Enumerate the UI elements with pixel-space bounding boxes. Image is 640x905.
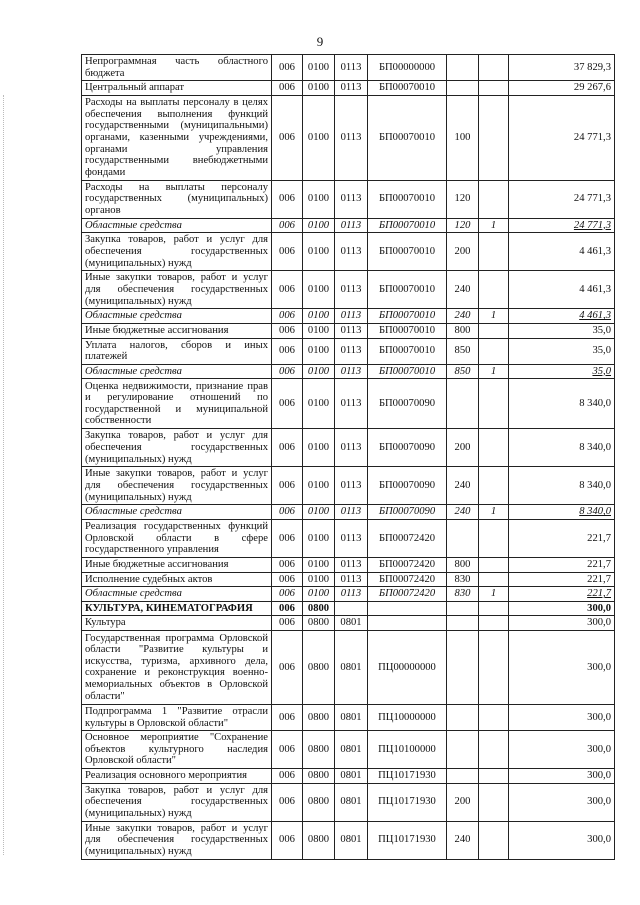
target-article-cell: БП00070090: [368, 429, 447, 467]
subsection-code-cell: 0113: [335, 557, 368, 572]
amount-cell: 24 771,3: [509, 218, 615, 233]
expense-type-cell: [447, 704, 479, 730]
row-name-cell: Центральный аппарат: [82, 81, 272, 96]
section-code-cell: 0100: [303, 218, 335, 233]
subsection-code-cell: 0113: [335, 572, 368, 587]
table-row: [82, 505, 615, 520]
section-code-cell: 0100: [303, 429, 335, 467]
funding-source-cell: [479, 769, 509, 784]
expense-type-cell: [447, 379, 479, 429]
expense-type-cell: [447, 769, 479, 784]
amount-cell: 24 771,3: [509, 180, 615, 218]
table-row: [82, 704, 615, 730]
table-row: [82, 783, 615, 821]
row-name-cell: Иные закупки товаров, работ и услуг для обеспечения государственных (муниципальных) нужд: [82, 271, 272, 309]
row-name-cell: Уплата налогов, сборов и иных платежей: [82, 338, 272, 364]
expense-type-cell: [447, 55, 479, 81]
section-code-cell: 0800: [303, 704, 335, 730]
ministry-code-cell: 006: [272, 505, 303, 520]
expense-type-cell: 200: [447, 783, 479, 821]
row-name-cell: Реализация основного мероприятия: [82, 769, 272, 784]
funding-source-cell: 1: [479, 218, 509, 233]
ministry-code-cell: 006: [272, 601, 303, 616]
expense-type-cell: [447, 81, 479, 96]
funding-source-cell: [479, 572, 509, 587]
funding-source-cell: [479, 271, 509, 309]
section-code-cell: 0100: [303, 271, 335, 309]
section-code-cell: 0100: [303, 587, 335, 602]
row-name-cell: Расходы на выплаты персоналу в целях обеспечения выполнения функций государственными (муниципальными) органами, казенными учреждениями, органами управления государственными внебюджетными фондами: [82, 95, 272, 180]
table-row: [82, 731, 615, 769]
table-row: [82, 572, 615, 587]
funding-source-cell: [479, 338, 509, 364]
section-code-cell: 0800: [303, 731, 335, 769]
table-row: [82, 519, 615, 557]
target-article-cell: БП00070010: [368, 180, 447, 218]
subsection-code-cell: 0113: [335, 467, 368, 505]
target-article-cell: БП00070010: [368, 95, 447, 180]
table-row: [82, 769, 615, 784]
ministry-code-cell: 006: [272, 519, 303, 557]
section-code-cell: 0800: [303, 821, 335, 859]
target-article-cell: БП00070010: [368, 323, 447, 338]
amount-cell: 300,0: [509, 731, 615, 769]
row-name-cell: Расходы на выплаты персоналу государственных (муниципальных) органов: [82, 180, 272, 218]
amount-cell: 221,7: [509, 572, 615, 587]
table-row: [82, 616, 615, 631]
section-code-cell: 0800: [303, 769, 335, 784]
table-row: [82, 309, 615, 324]
expense-type-cell: 200: [447, 429, 479, 467]
funding-source-cell: [479, 783, 509, 821]
ministry-code-cell: 006: [272, 704, 303, 730]
budget-table-body: [82, 55, 615, 860]
row-name-cell: КУЛЬТУРА, КИНЕМАТОГРАФИЯ: [82, 601, 272, 616]
row-name-cell: Иные бюджетные ассигнования: [82, 323, 272, 338]
section-code-cell: 0100: [303, 572, 335, 587]
table-row: [82, 338, 615, 364]
expense-type-cell: 850: [447, 364, 479, 379]
subsection-code-cell: 0113: [335, 519, 368, 557]
target-article-cell: ПЦ00000000: [368, 630, 447, 704]
ministry-code-cell: 006: [272, 379, 303, 429]
section-code-cell: 0100: [303, 467, 335, 505]
target-article-cell: БП00000000: [368, 55, 447, 81]
row-name-cell: Подпрограмма 1 "Развитие отрасли культуры в Орловской области": [82, 704, 272, 730]
funding-source-cell: 1: [479, 309, 509, 324]
table-row: [82, 630, 615, 704]
section-code-cell: 0800: [303, 630, 335, 704]
ministry-code-cell: 006: [272, 467, 303, 505]
subsection-code-cell: 0113: [335, 81, 368, 96]
ministry-code-cell: 006: [272, 338, 303, 364]
row-name-cell: Областные средства: [82, 364, 272, 379]
expense-type-cell: 240: [447, 309, 479, 324]
table-row: [82, 379, 615, 429]
subsection-code-cell: 0113: [335, 218, 368, 233]
funding-source-cell: [479, 601, 509, 616]
section-code-cell: 0800: [303, 601, 335, 616]
table-row: [82, 271, 615, 309]
table-row: [82, 233, 615, 271]
scan-edge-line: [3, 95, 4, 855]
subsection-code-cell: 0801: [335, 769, 368, 784]
row-name-cell: Исполнение судебных актов: [82, 572, 272, 587]
expense-type-cell: 120: [447, 218, 479, 233]
amount-cell: 221,7: [509, 557, 615, 572]
amount-cell: 300,0: [509, 783, 615, 821]
target-article-cell: [368, 601, 447, 616]
expense-type-cell: [447, 616, 479, 631]
target-article-cell: ПЦ10171930: [368, 821, 447, 859]
subsection-code-cell: 0801: [335, 630, 368, 704]
row-name-cell: Иные закупки товаров, работ и услуг для обеспечения государственных (муниципальных) нужд: [82, 467, 272, 505]
table-row: [82, 429, 615, 467]
ministry-code-cell: 006: [272, 572, 303, 587]
subsection-code-cell: 0113: [335, 338, 368, 364]
expense-type-cell: 200: [447, 233, 479, 271]
section-code-cell: 0100: [303, 364, 335, 379]
subsection-code-cell: 0113: [335, 429, 368, 467]
target-article-cell: БП00072420: [368, 587, 447, 602]
table-row: [82, 821, 615, 859]
funding-source-cell: [479, 233, 509, 271]
expense-type-cell: 830: [447, 587, 479, 602]
row-name-cell: Иные закупки товаров, работ и услуг для обеспечения государственных (муниципальных) нужд: [82, 821, 272, 859]
ministry-code-cell: 006: [272, 783, 303, 821]
row-name-cell: Областные средства: [82, 218, 272, 233]
amount-cell: 300,0: [509, 821, 615, 859]
section-code-cell: 0800: [303, 783, 335, 821]
subsection-code-cell: 0113: [335, 323, 368, 338]
target-article-cell: БП00070010: [368, 218, 447, 233]
amount-cell: 29 267,6: [509, 81, 615, 96]
subsection-code-cell: 0801: [335, 616, 368, 631]
ministry-code-cell: 006: [272, 95, 303, 180]
row-name-cell: Оценка недвижимости, признание прав и регулирование отношений по государственной и муниципальной собственности: [82, 379, 272, 429]
funding-source-cell: [479, 95, 509, 180]
subsection-code-cell: 0113: [335, 364, 368, 379]
ministry-code-cell: 006: [272, 180, 303, 218]
expense-type-cell: 240: [447, 505, 479, 520]
subsection-code-cell: 0113: [335, 233, 368, 271]
table-row: [82, 601, 615, 616]
target-article-cell: БП00070010: [368, 81, 447, 96]
row-name-cell: Закупка товаров, работ и услуг для обеспечения государственных (муниципальных) нужд: [82, 429, 272, 467]
funding-source-cell: [479, 519, 509, 557]
subsection-code-cell: 0113: [335, 505, 368, 520]
table-row: [82, 81, 615, 96]
expense-type-cell: 850: [447, 338, 479, 364]
expense-type-cell: 240: [447, 467, 479, 505]
expense-type-cell: 240: [447, 271, 479, 309]
row-name-cell: Областные средства: [82, 587, 272, 602]
row-name-cell: Реализация государственных функций Орловской области в сфере государственного управления: [82, 519, 272, 557]
section-code-cell: 0100: [303, 81, 335, 96]
amount-cell: 300,0: [509, 630, 615, 704]
table-row: [82, 364, 615, 379]
ministry-code-cell: 006: [272, 218, 303, 233]
funding-source-cell: [479, 323, 509, 338]
row-name-cell: Закупка товаров, работ и услуг для обеспечения государственных (муниципальных) нужд: [82, 233, 272, 271]
section-code-cell: 0100: [303, 519, 335, 557]
funding-source-cell: [479, 55, 509, 81]
subsection-code-cell: 0113: [335, 55, 368, 81]
target-article-cell: БП00070010: [368, 309, 447, 324]
funding-source-cell: 1: [479, 505, 509, 520]
expense-type-cell: 800: [447, 323, 479, 338]
ministry-code-cell: 006: [272, 630, 303, 704]
amount-cell: 300,0: [509, 704, 615, 730]
section-code-cell: 0100: [303, 505, 335, 520]
expense-type-cell: 240: [447, 821, 479, 859]
ministry-code-cell: 006: [272, 821, 303, 859]
target-article-cell: БП00070090: [368, 467, 447, 505]
target-article-cell: БП00072420: [368, 519, 447, 557]
funding-source-cell: 1: [479, 587, 509, 602]
section-code-cell: 0100: [303, 95, 335, 180]
subsection-code-cell: 0801: [335, 704, 368, 730]
target-article-cell: БП00070010: [368, 271, 447, 309]
section-code-cell: 0100: [303, 55, 335, 81]
target-article-cell: БП00072420: [368, 557, 447, 572]
amount-cell: 4 461,3: [509, 309, 615, 324]
subsection-code-cell: 0113: [335, 180, 368, 218]
ministry-code-cell: 006: [272, 81, 303, 96]
amount-cell: 8 340,0: [509, 505, 615, 520]
section-code-cell: 0100: [303, 338, 335, 364]
table-row: [82, 55, 615, 81]
target-article-cell: БП00070010: [368, 338, 447, 364]
expense-type-cell: [447, 519, 479, 557]
row-name-cell: Непрограммная часть областного бюджета: [82, 55, 272, 81]
amount-cell: 4 461,3: [509, 271, 615, 309]
row-name-cell: Государственная программа Орловской области "Развитие культуры и искусства, туризма, архивного дела, сохранение и реконструкция военно-мемориальных объектов в Орловской области": [82, 630, 272, 704]
section-code-cell: 0100: [303, 557, 335, 572]
amount-cell: 35,0: [509, 338, 615, 364]
table-row: [82, 557, 615, 572]
expense-type-cell: 120: [447, 180, 479, 218]
subsection-code-cell: 0801: [335, 731, 368, 769]
amount-cell: 4 461,3: [509, 233, 615, 271]
ministry-code-cell: 006: [272, 309, 303, 324]
target-article-cell: БП00070090: [368, 379, 447, 429]
funding-source-cell: [479, 180, 509, 218]
budget-table: [81, 54, 615, 860]
ministry-code-cell: 006: [272, 616, 303, 631]
section-code-cell: 0100: [303, 233, 335, 271]
table-row: [82, 180, 615, 218]
expense-type-cell: 830: [447, 572, 479, 587]
amount-cell: 35,0: [509, 364, 615, 379]
expense-type-cell: [447, 731, 479, 769]
amount-cell: 8 340,0: [509, 467, 615, 505]
amount-cell: 8 340,0: [509, 429, 615, 467]
funding-source-cell: [479, 81, 509, 96]
expense-type-cell: [447, 630, 479, 704]
subsection-code-cell: [335, 601, 368, 616]
amount-cell: 37 829,3: [509, 55, 615, 81]
amount-cell: 221,7: [509, 587, 615, 602]
section-code-cell: 0100: [303, 379, 335, 429]
funding-source-cell: [479, 704, 509, 730]
amount-cell: 300,0: [509, 616, 615, 631]
funding-source-cell: [479, 630, 509, 704]
expense-type-cell: 800: [447, 557, 479, 572]
ministry-code-cell: 006: [272, 557, 303, 572]
funding-source-cell: [479, 616, 509, 631]
table-row: [82, 587, 615, 602]
subsection-code-cell: 0113: [335, 309, 368, 324]
target-article-cell: [368, 616, 447, 631]
row-name-cell: Областные средства: [82, 505, 272, 520]
target-article-cell: БП00070010: [368, 364, 447, 379]
funding-source-cell: 1: [479, 364, 509, 379]
funding-source-cell: [479, 821, 509, 859]
row-name-cell: Основное мероприятие "Сохранение объектов культурного наследия Орловской области": [82, 731, 272, 769]
section-code-cell: 0100: [303, 323, 335, 338]
amount-cell: 300,0: [509, 769, 615, 784]
amount-cell: 24 771,3: [509, 95, 615, 180]
funding-source-cell: [479, 731, 509, 769]
subsection-code-cell: 0113: [335, 587, 368, 602]
section-code-cell: 0800: [303, 616, 335, 631]
page-number: 9: [316, 34, 324, 49]
section-code-cell: 0100: [303, 180, 335, 218]
row-name-cell: Иные бюджетные ассигнования: [82, 557, 272, 572]
target-article-cell: БП00070090: [368, 505, 447, 520]
table-row: [82, 218, 615, 233]
section-code-cell: 0100: [303, 309, 335, 324]
subsection-code-cell: 0113: [335, 379, 368, 429]
row-name-cell: Закупка товаров, работ и услуг для обеспечения государственных (муниципальных) нужд: [82, 783, 272, 821]
ministry-code-cell: 006: [272, 55, 303, 81]
ministry-code-cell: 006: [272, 429, 303, 467]
expense-type-cell: [447, 601, 479, 616]
target-article-cell: ПЦ10000000: [368, 704, 447, 730]
subsection-code-cell: 0801: [335, 783, 368, 821]
target-article-cell: БП00070010: [368, 233, 447, 271]
subsection-code-cell: 0113: [335, 95, 368, 180]
target-article-cell: БП00072420: [368, 572, 447, 587]
target-article-cell: ПЦ10100000: [368, 731, 447, 769]
amount-cell: 8 340,0: [509, 379, 615, 429]
amount-cell: 221,7: [509, 519, 615, 557]
ministry-code-cell: 006: [272, 271, 303, 309]
target-article-cell: ПЦ10171930: [368, 769, 447, 784]
table-row: [82, 323, 615, 338]
funding-source-cell: [479, 557, 509, 572]
row-name-cell: Областные средства: [82, 309, 272, 324]
funding-source-cell: [479, 467, 509, 505]
ministry-code-cell: 006: [272, 731, 303, 769]
ministry-code-cell: 006: [272, 769, 303, 784]
subsection-code-cell: 0801: [335, 821, 368, 859]
table-row: [82, 467, 615, 505]
table-row: [82, 95, 615, 180]
ministry-code-cell: 006: [272, 323, 303, 338]
funding-source-cell: [479, 379, 509, 429]
funding-source-cell: [479, 429, 509, 467]
row-name-cell: Культура: [82, 616, 272, 631]
ministry-code-cell: 006: [272, 587, 303, 602]
target-article-cell: ПЦ10171930: [368, 783, 447, 821]
ministry-code-cell: 006: [272, 233, 303, 271]
ministry-code-cell: 006: [272, 364, 303, 379]
amount-cell: 35,0: [509, 323, 615, 338]
amount-cell: 300,0: [509, 601, 615, 616]
expense-type-cell: 100: [447, 95, 479, 180]
subsection-code-cell: 0113: [335, 271, 368, 309]
